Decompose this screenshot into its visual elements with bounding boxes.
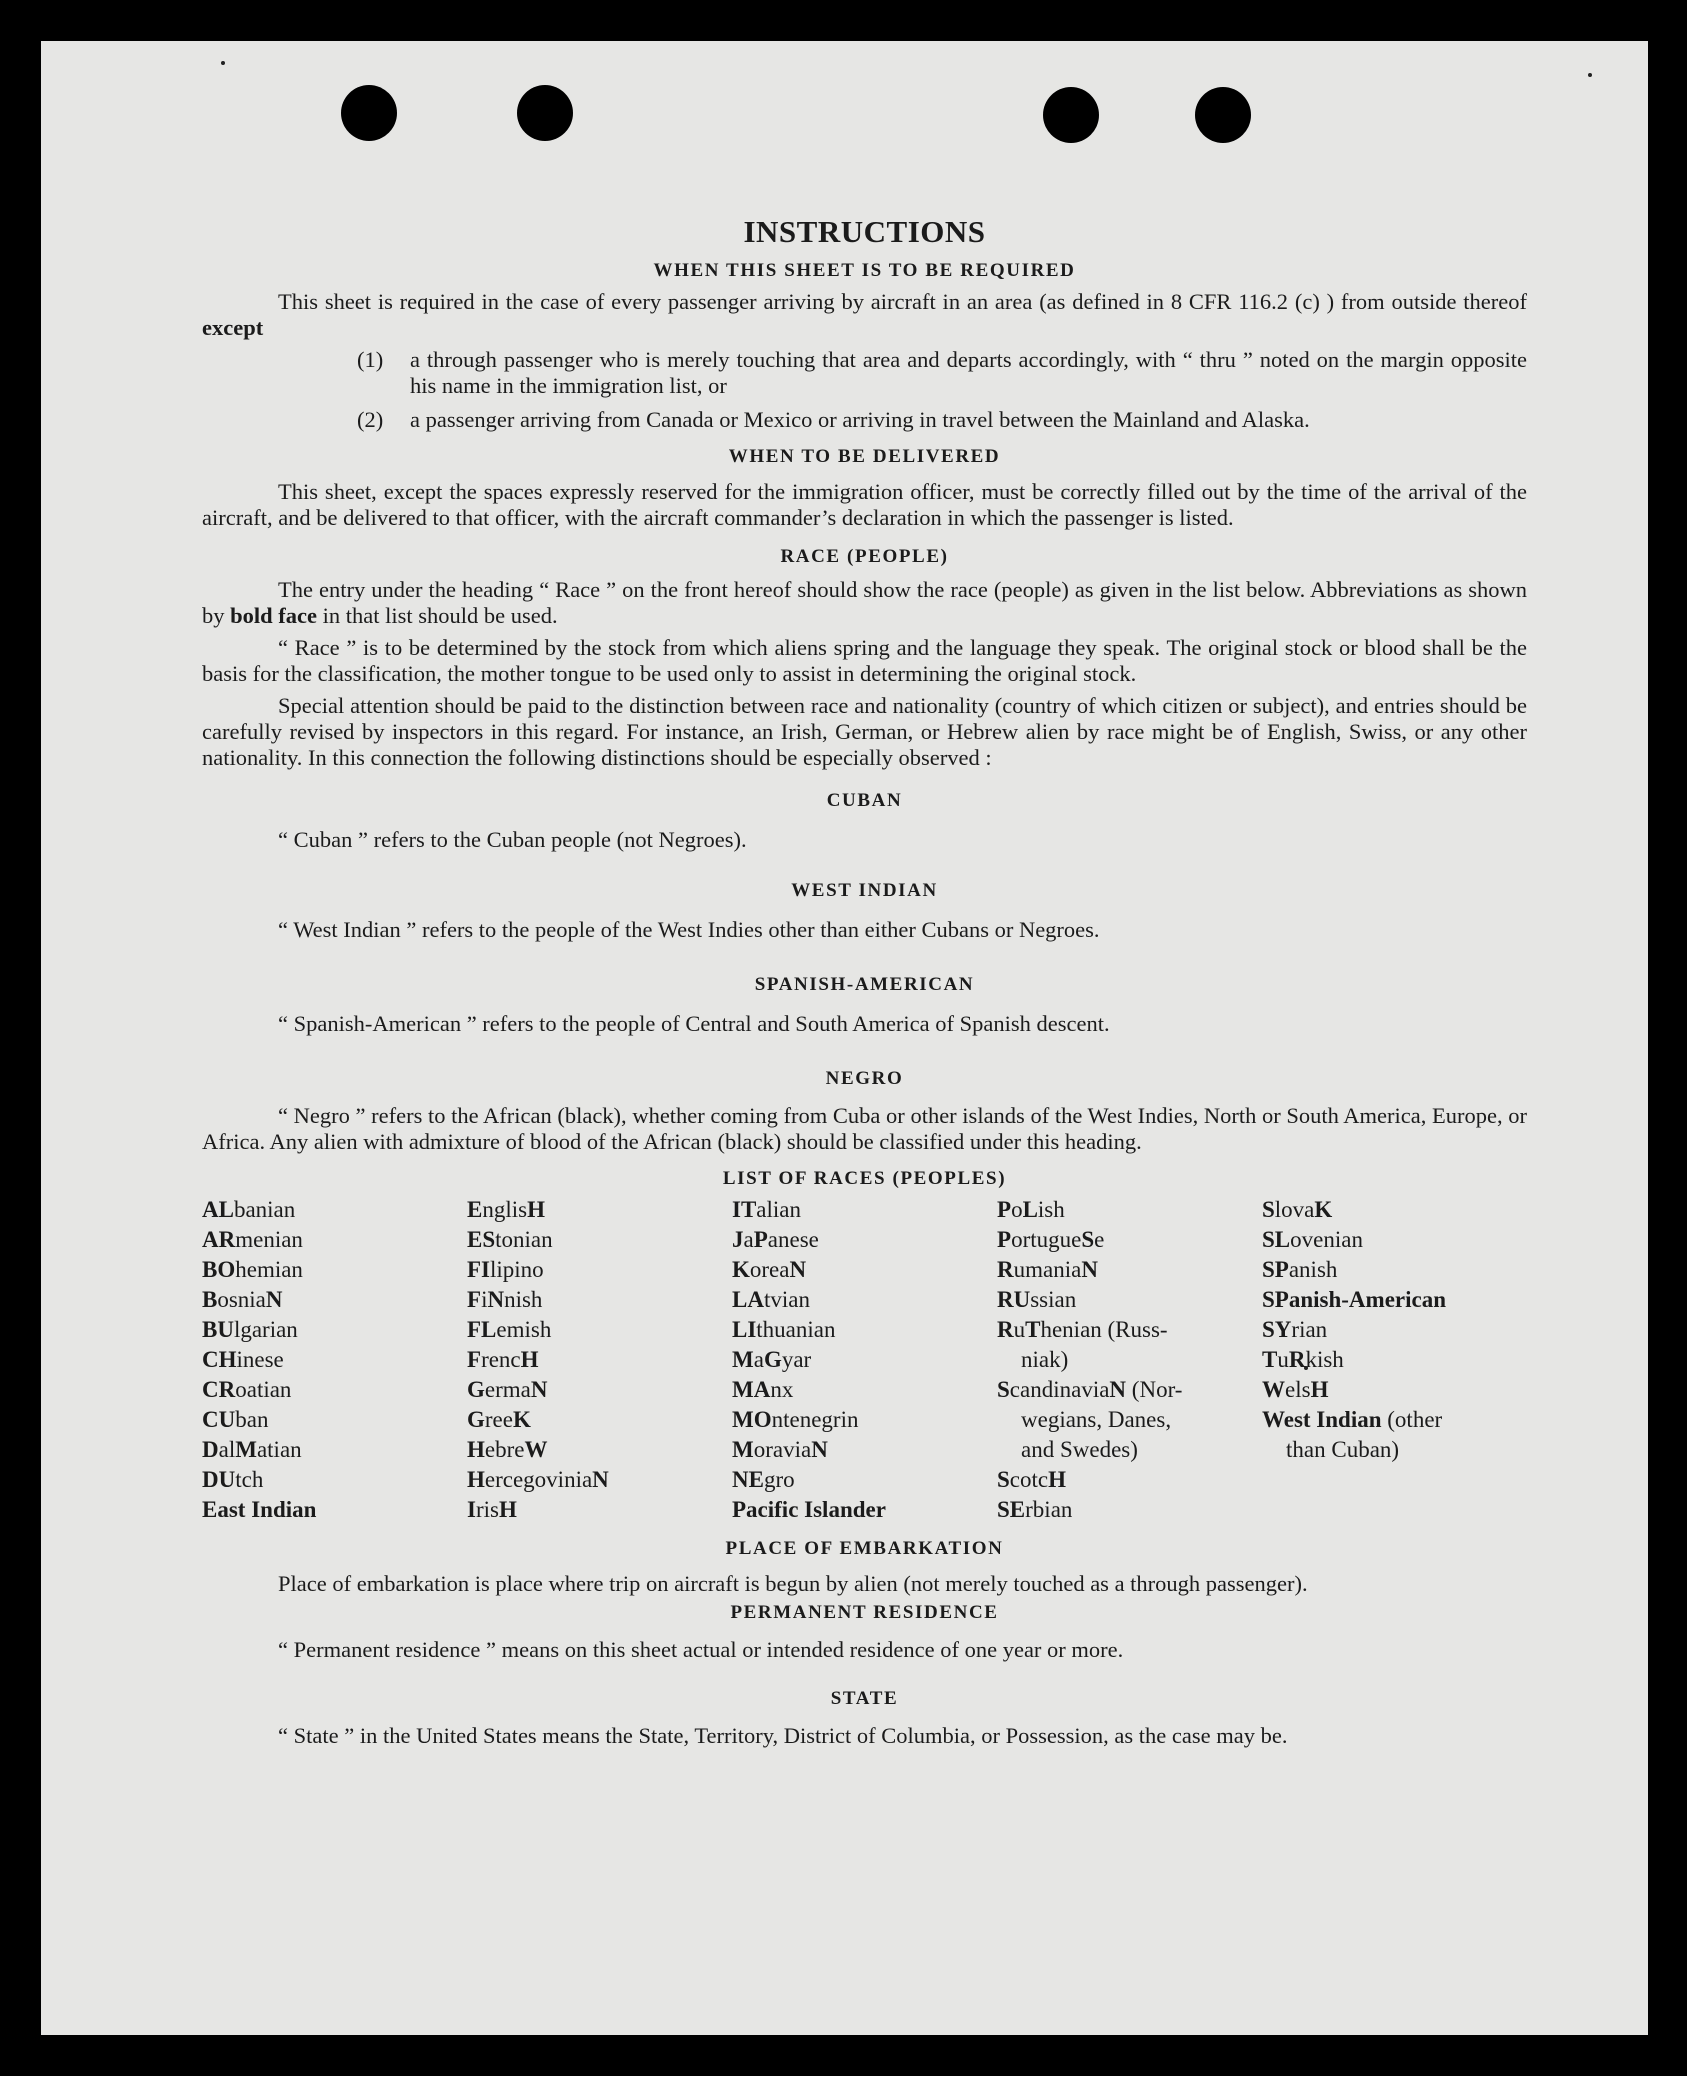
race-list-item: RUssian	[997, 1287, 1077, 1312]
race-list-item: SYrian	[1262, 1317, 1328, 1342]
punch-hole-2	[517, 85, 573, 141]
race-list-item: PoLish	[997, 1197, 1065, 1222]
race-list-item: LAtvian	[732, 1287, 810, 1312]
race-list-item: MaGyar	[732, 1347, 812, 1372]
race-list-item: HercegoviniaN	[467, 1467, 609, 1492]
race-list-item: MoraviaN	[732, 1437, 828, 1462]
race-column-2	[467, 1195, 732, 1525]
punch-hole-4	[1195, 87, 1251, 143]
race-list	[202, 1195, 1527, 1525]
race-list-item: SPanish	[1262, 1257, 1338, 1282]
section-heading-west-indian: WEST INDIAN	[791, 880, 938, 901]
race-list-item: SErbian	[997, 1497, 1073, 1522]
race-column-5	[1262, 1195, 1527, 1525]
race-list-item: TuRkish	[1262, 1347, 1344, 1372]
race-list-item: MOntenegrin	[732, 1407, 859, 1432]
race-list-item: FIlipino	[467, 1257, 544, 1282]
race-list-item: West Indian (other	[1262, 1407, 1443, 1432]
section-heading-list-of-races: LIST OF RACES (PEOPLES)	[722, 1168, 1007, 1189]
race-list-item: WelsH	[1262, 1377, 1329, 1402]
race-list-item: FLemish	[467, 1317, 552, 1342]
section-heading-delivered: WHEN TO BE DELIVERED	[728, 446, 1001, 467]
race-list-item: CRoatian	[202, 1377, 292, 1402]
scan-speck	[1588, 73, 1592, 77]
spanish-american-text: “ Spanish-American ” refers to the people of Central and South America of Spanish descent.	[278, 1011, 1110, 1036]
race-list-item: RuThenian (Russ-	[997, 1317, 1168, 1342]
race-list-item: PortugueSe	[997, 1227, 1105, 1252]
race-list-item: FrencH	[467, 1347, 539, 1372]
race-list-item: niak)	[1021, 1347, 1069, 1372]
race-list-item: East Indian	[202, 1497, 317, 1522]
race-list-item: CUban	[202, 1407, 269, 1432]
race-list-item: GermaN	[467, 1377, 548, 1402]
section-heading-state: STATE	[830, 1688, 899, 1709]
delivered-text: This sheet, except the spaces expressly reserved for the immigration officer, must be correctly filled out by the time of the arrival of the aircraft, and be delivered to that officer, with the aircraft commander’s declaration in which the passenger is listed.	[202, 479, 1527, 530]
race-list-item: EStonian	[467, 1227, 553, 1252]
race-paragraph-2: “ Race ” is to be determined by the stock from which aliens spring and the language they speak. The original stock or blood shall be the basis for the classification, the mother tongue to be used only to assist in determining the original stock.	[202, 635, 1527, 686]
section-heading-race: RACE (PEOPLE)	[780, 546, 949, 567]
race-paragraph-1: The entry under the heading “ Race ” on the front hereof should show the race (people) as given in the list below. Abbreviations as shown by bold face in that list should be used.	[202, 577, 1527, 628]
race-list-item: NEgro	[732, 1467, 795, 1492]
race-list-item: FiNnish	[467, 1287, 543, 1312]
race-list-item: ITalian	[732, 1197, 801, 1222]
race-list-item: Pacific Islander	[732, 1497, 886, 1522]
cuban-text: “ Cuban ” refers to the Cuban people (not Negroes).	[278, 827, 747, 852]
race-list-item: BOhemian	[202, 1257, 303, 1282]
section-heading-cuban: CUBAN	[826, 790, 903, 811]
race-list-item: EnglisH	[467, 1197, 545, 1222]
race-list-item: ScotcH	[997, 1467, 1066, 1492]
section-heading-embarkation: PLACE OF EMBARKATION	[725, 1538, 1004, 1559]
race-list-item: MAnx	[732, 1377, 794, 1402]
race-list-item: ALbanian	[202, 1197, 296, 1222]
punch-hole-1	[341, 85, 397, 141]
section-heading-spanish-american: SPANISH-AMERICAN	[754, 974, 975, 995]
section-heading-residence: PERMANENT RESIDENCE	[730, 1602, 999, 1623]
race-list-item: wegians, Danes,	[1021, 1407, 1172, 1432]
race-list-item: DUtch	[202, 1467, 264, 1492]
race-column-1	[202, 1195, 467, 1525]
required-intro: This sheet is required in the case of every passenger arriving by aircraft in an area (as defined in 8 CFR 116.2 (c) ) from outside thereof except	[202, 289, 1527, 340]
race-list-item: GreeK	[467, 1407, 531, 1432]
state-text: “ State ” in the United States means the State, Territory, District of Columbia, or Possession, as the case may be.	[278, 1723, 1288, 1748]
race-column-3	[732, 1195, 997, 1525]
race-list-item: HebreW	[467, 1437, 548, 1462]
punch-hole-3	[1043, 87, 1099, 143]
scan-speck	[221, 61, 225, 65]
race-list-item: CHinese	[202, 1347, 284, 1372]
negro-text: “ Negro ” refers to the African (black), whether coming from Cuba or other islands of the West Indies, North or South America, Europe, or Africa. Any alien with admixture of blood of the African (black) should be classified under this heading.	[202, 1103, 1527, 1154]
race-list-item: SlovaK	[1262, 1197, 1333, 1222]
embarkation-text: Place of embarkation is place where trip on aircraft is begun by alien (not merely touched as a through passenger).	[278, 1571, 1308, 1596]
section-heading-negro: NEGRO	[825, 1068, 904, 1089]
race-list-item: JaPanese	[732, 1227, 819, 1252]
section-heading-required: WHEN THIS SHEET IS TO BE REQUIRED	[653, 260, 1076, 281]
race-list-item: ScandinaviaN (Nor-	[997, 1377, 1183, 1402]
race-list-item: KoreaN	[732, 1257, 807, 1282]
residence-text: “ Permanent residence ” means on this sheet actual or intended residence of one year or more.	[278, 1637, 1124, 1662]
race-list-item: RumaniaN	[997, 1257, 1098, 1282]
race-list-item: SLovenian	[1262, 1227, 1363, 1252]
west-indian-text: “ West Indian ” refers to the people of the West Indies other than either Cubans or Negroes.	[278, 917, 1100, 942]
race-paragraph-3: Special attention should be paid to the distinction between race and nationality (country of which citizen or subject), and entries should be carefully revised by inspectors in this regard. For instance, an Irish, German, or Hebrew alien by race might be of English, Swiss, or any other nationality. In this connection the following distinctions should be especially observed :	[202, 693, 1527, 770]
race-list-item: BosniaN	[202, 1287, 283, 1312]
document-page	[41, 41, 1648, 2035]
instructions-body	[202, 215, 1527, 1749]
race-column-4	[997, 1195, 1262, 1525]
race-list-item: SPanish-American	[1262, 1287, 1446, 1312]
page-title: INSTRUCTIONS	[743, 214, 986, 249]
exception-item-1: (1) a through passenger who is merely touching that area and departs accordingly, with “ thru ” noted on the margin opposite his name in the immigration list, or	[357, 347, 1527, 398]
race-list-item: BUlgarian	[202, 1317, 298, 1342]
race-list-item: than Cuban)	[1286, 1437, 1400, 1462]
race-list-item: IrisH	[467, 1497, 517, 1522]
race-list-item: and Swedes)	[1021, 1437, 1138, 1462]
race-list-item: ARmenian	[202, 1227, 303, 1252]
race-list-item: DalMatian	[202, 1437, 302, 1462]
exception-item-2: (2) a passenger arriving from Canada or Mexico or arriving in travel between the Mainland and Alaska.	[357, 407, 1310, 432]
race-list-item: LIthuanian	[732, 1317, 836, 1342]
